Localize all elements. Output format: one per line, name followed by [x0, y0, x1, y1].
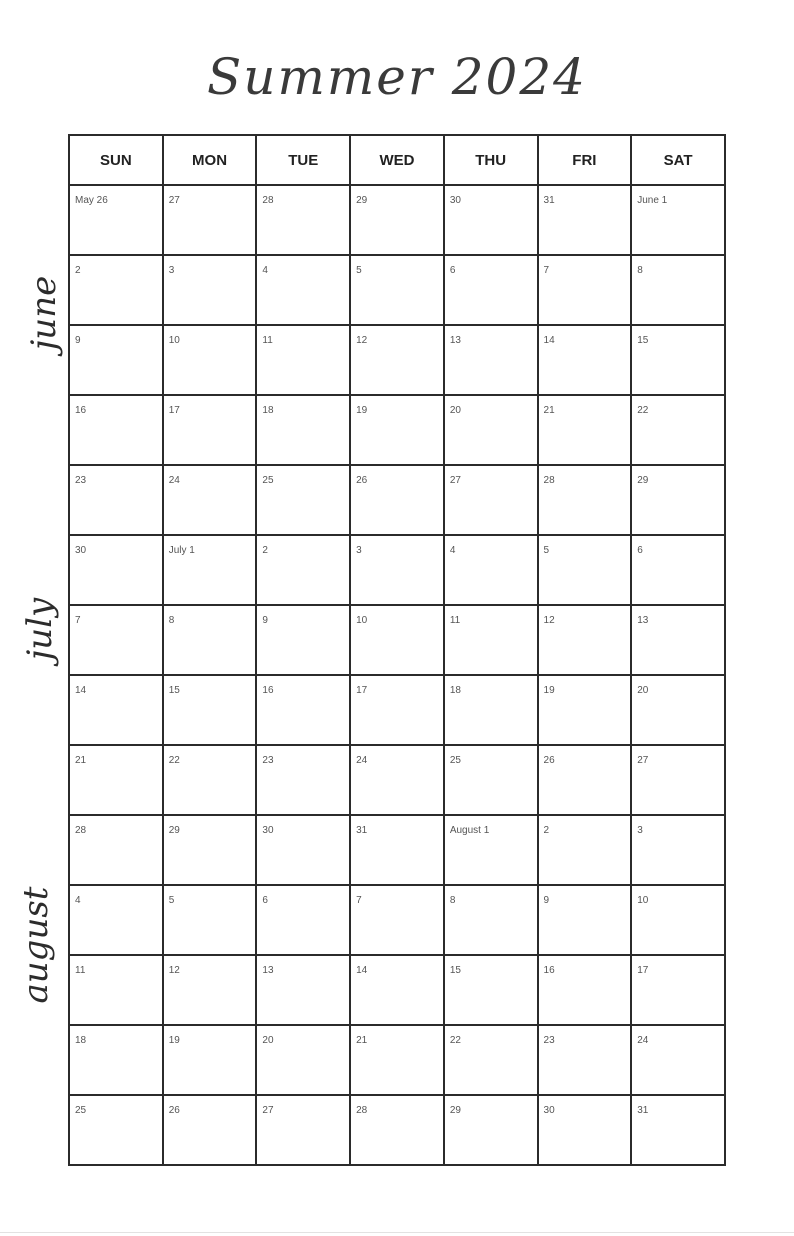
day-cell	[444, 1025, 538, 1095]
day-number: 29	[356, 195, 368, 206]
day-cell	[163, 395, 257, 465]
day-number: 13	[449, 335, 461, 346]
day-cell	[444, 185, 538, 255]
day-number: 2	[543, 825, 550, 836]
day-number: 8	[637, 265, 643, 276]
day-cell	[538, 325, 632, 395]
day-number: 29	[449, 1105, 461, 1116]
day-number: 6	[262, 895, 268, 906]
day-number: 12	[356, 335, 368, 346]
day-cell	[69, 745, 163, 815]
day-cell	[444, 255, 538, 325]
day-number: 9	[262, 615, 268, 626]
day-cell	[163, 955, 257, 1025]
day-number: 25	[262, 475, 274, 486]
day-number: 4	[449, 545, 456, 556]
day-number: 16	[262, 685, 274, 696]
day-number: 17	[637, 965, 649, 976]
day-cell	[163, 255, 257, 325]
week-row	[69, 1025, 725, 1095]
day-number: 8	[449, 895, 456, 906]
month-label-june: june	[24, 275, 64, 351]
week-row	[69, 885, 725, 955]
day-number: July 1	[168, 545, 195, 556]
day-cell	[538, 255, 632, 325]
day-number: 11	[262, 335, 273, 346]
day-number: 18	[75, 1035, 87, 1046]
day-number: 7	[356, 895, 362, 906]
day-number: 8	[168, 615, 175, 626]
weekday-header-fri: FRI	[538, 135, 632, 185]
calendar-title: Summer 2024	[207, 48, 587, 106]
day-number: 23	[262, 755, 274, 766]
day-number: 24	[356, 755, 368, 766]
week-row	[69, 605, 725, 675]
day-number: 22	[449, 1035, 461, 1046]
day-number: 27	[449, 475, 461, 486]
day-number: 20	[262, 1035, 274, 1046]
day-cell	[538, 815, 632, 885]
day-cell	[538, 885, 632, 955]
day-cell	[256, 535, 350, 605]
day-cell	[163, 815, 257, 885]
day-number: 10	[356, 615, 368, 626]
day-number: 4	[262, 265, 268, 276]
day-cell	[444, 465, 538, 535]
day-cell	[444, 815, 538, 885]
day-number: 3	[356, 545, 362, 556]
week-row	[69, 675, 725, 745]
day-cell	[350, 185, 444, 255]
day-cell	[350, 675, 444, 745]
day-cell	[631, 325, 725, 395]
day-cell	[631, 745, 725, 815]
day-number: 10	[168, 335, 180, 346]
week-row	[69, 395, 725, 465]
day-cell	[350, 1025, 444, 1095]
day-number: 4	[75, 895, 81, 906]
day-cell	[631, 1025, 725, 1095]
day-cell	[69, 185, 163, 255]
day-cell	[350, 815, 444, 885]
day-number: 20	[637, 685, 649, 696]
day-number: 30	[543, 1105, 555, 1116]
week-row	[69, 955, 725, 1025]
day-cell	[69, 605, 163, 675]
day-number: 9	[543, 895, 550, 906]
day-number: 13	[637, 615, 649, 626]
day-cell	[350, 885, 444, 955]
day-number: 30	[449, 195, 461, 206]
day-number: 5	[543, 545, 550, 556]
day-number: 25	[449, 755, 461, 766]
day-cell	[538, 465, 632, 535]
calendar-body	[69, 185, 725, 1165]
day-number: 3	[637, 825, 643, 836]
day-cell	[256, 745, 350, 815]
day-number: 23	[75, 475, 87, 486]
day-cell	[631, 885, 725, 955]
day-cell	[163, 885, 257, 955]
day-cell	[538, 745, 632, 815]
day-number: 19	[356, 405, 368, 416]
day-number: 30	[262, 825, 274, 836]
day-cell	[631, 815, 725, 885]
day-cell	[256, 815, 350, 885]
day-number: 27	[637, 755, 649, 766]
calendar-grid	[68, 134, 726, 1166]
day-cell	[350, 535, 444, 605]
day-number: 19	[168, 1035, 180, 1046]
day-number: 26	[543, 755, 555, 766]
day-cell	[350, 745, 444, 815]
day-cell	[444, 325, 538, 395]
day-cell	[350, 255, 444, 325]
day-number: 30	[75, 545, 87, 556]
day-cell	[631, 395, 725, 465]
day-cell	[631, 535, 725, 605]
day-number: 26	[168, 1105, 180, 1116]
day-number: 15	[168, 685, 180, 696]
day-number: 18	[449, 685, 461, 696]
day-cell	[163, 605, 257, 675]
day-number: 19	[543, 685, 555, 696]
month-label-july: july	[20, 597, 60, 661]
day-cell	[444, 395, 538, 465]
day-cell	[350, 1095, 444, 1165]
day-cell	[69, 815, 163, 885]
day-number: 28	[543, 475, 555, 486]
day-cell	[69, 885, 163, 955]
day-cell	[256, 1025, 350, 1095]
day-cell	[631, 955, 725, 1025]
day-cell	[350, 395, 444, 465]
day-cell	[538, 535, 632, 605]
day-cell	[69, 465, 163, 535]
day-cell	[538, 1025, 632, 1095]
day-number: 12	[543, 615, 555, 626]
day-number: 16	[543, 965, 555, 976]
day-number: 9	[75, 335, 81, 346]
day-cell	[256, 1095, 350, 1165]
day-cell	[256, 465, 350, 535]
day-number: 7	[75, 615, 81, 626]
day-cell	[163, 745, 257, 815]
day-cell	[631, 255, 725, 325]
month-label-august: august	[16, 886, 56, 1004]
weekday-header-mon: MON	[163, 135, 257, 185]
day-cell	[163, 465, 257, 535]
day-number: 12	[168, 965, 180, 976]
day-cell	[631, 465, 725, 535]
day-number: 27	[262, 1105, 274, 1116]
day-number: 20	[449, 405, 461, 416]
weekday-header	[69, 135, 725, 185]
day-number: 11	[75, 965, 86, 976]
day-number: 21	[75, 755, 87, 766]
day-number: 28	[356, 1105, 368, 1116]
day-number: 21	[356, 1035, 368, 1046]
day-cell	[256, 605, 350, 675]
day-number: 5	[356, 265, 362, 276]
day-cell	[163, 325, 257, 395]
day-cell	[538, 955, 632, 1025]
week-row	[69, 185, 725, 255]
day-number: 21	[543, 405, 555, 416]
day-number: 24	[168, 475, 180, 486]
day-number: June 1	[637, 195, 668, 206]
day-cell	[163, 185, 257, 255]
weekday-header-tue: TUE	[256, 135, 350, 185]
weekday-header-thu: THU	[444, 135, 538, 185]
day-cell	[631, 1095, 725, 1165]
day-number: 31	[543, 195, 555, 206]
day-cell	[69, 325, 163, 395]
day-cell	[538, 1095, 632, 1165]
day-cell	[350, 325, 444, 395]
day-number: 6	[637, 545, 643, 556]
day-number: 14	[356, 965, 368, 976]
day-cell	[256, 675, 350, 745]
day-number: 7	[543, 265, 550, 276]
weekday-header-sat: SAT	[631, 135, 725, 185]
day-number: 16	[75, 405, 87, 416]
day-cell	[631, 605, 725, 675]
day-number: 18	[262, 405, 274, 416]
week-row	[69, 1095, 725, 1165]
day-cell	[69, 535, 163, 605]
day-number: 29	[168, 825, 180, 836]
day-cell	[538, 605, 632, 675]
day-number: 10	[637, 895, 649, 906]
day-number: 23	[543, 1035, 555, 1046]
day-cell	[631, 675, 725, 745]
day-cell	[256, 185, 350, 255]
week-row	[69, 745, 725, 815]
day-cell	[69, 255, 163, 325]
day-cell	[69, 675, 163, 745]
day-cell	[444, 745, 538, 815]
weekday-header-wed: WED	[350, 135, 444, 185]
day-number: 15	[449, 965, 461, 976]
week-row	[69, 465, 725, 535]
week-row	[69, 815, 725, 885]
day-cell	[444, 535, 538, 605]
day-number: 17	[356, 685, 368, 696]
day-cell	[538, 395, 632, 465]
day-number: 15	[637, 335, 649, 346]
day-number: 5	[168, 895, 175, 906]
day-number: 25	[75, 1105, 87, 1116]
day-number: 3	[168, 265, 175, 276]
day-number: 28	[75, 825, 87, 836]
day-cell	[163, 535, 257, 605]
day-cell	[69, 1025, 163, 1095]
day-cell	[444, 885, 538, 955]
day-cell	[163, 1095, 257, 1165]
day-cell	[444, 1095, 538, 1165]
day-cell	[350, 955, 444, 1025]
day-cell	[69, 1095, 163, 1165]
day-cell	[538, 185, 632, 255]
day-cell	[350, 465, 444, 535]
day-number: 14	[543, 335, 555, 346]
day-number: 29	[637, 475, 649, 486]
day-cell	[256, 955, 350, 1025]
day-cell	[163, 1025, 257, 1095]
day-number: 31	[637, 1105, 649, 1116]
day-cell	[69, 395, 163, 465]
day-number: 26	[356, 475, 368, 486]
weekday-header-sun: SUN	[69, 135, 163, 185]
day-number: 22	[637, 405, 649, 416]
day-number: 24	[637, 1035, 649, 1046]
day-number: 28	[262, 195, 274, 206]
day-number: 27	[168, 195, 180, 206]
day-number: 14	[75, 685, 87, 696]
day-cell	[444, 955, 538, 1025]
day-cell	[444, 675, 538, 745]
weekday-header-row	[69, 135, 725, 185]
day-number: 11	[449, 615, 461, 626]
day-cell	[163, 675, 257, 745]
day-number: August 1	[449, 825, 490, 836]
day-number: 2	[75, 265, 81, 276]
day-number: 6	[449, 265, 456, 276]
day-number: May 26	[75, 195, 108, 206]
day-cell	[350, 605, 444, 675]
day-cell	[631, 185, 725, 255]
day-cell	[444, 605, 538, 675]
day-cell	[69, 955, 163, 1025]
page-edge-divider	[0, 1232, 794, 1233]
week-row	[69, 535, 725, 605]
day-cell	[256, 325, 350, 395]
day-cell	[256, 395, 350, 465]
day-number: 2	[262, 545, 268, 556]
day-cell	[538, 675, 632, 745]
day-cell	[256, 255, 350, 325]
day-cell	[256, 885, 350, 955]
day-number: 17	[168, 405, 180, 416]
day-number: 31	[356, 825, 368, 836]
day-number: 22	[168, 755, 180, 766]
day-number: 13	[262, 965, 274, 976]
week-row	[69, 325, 725, 395]
week-row	[69, 255, 725, 325]
